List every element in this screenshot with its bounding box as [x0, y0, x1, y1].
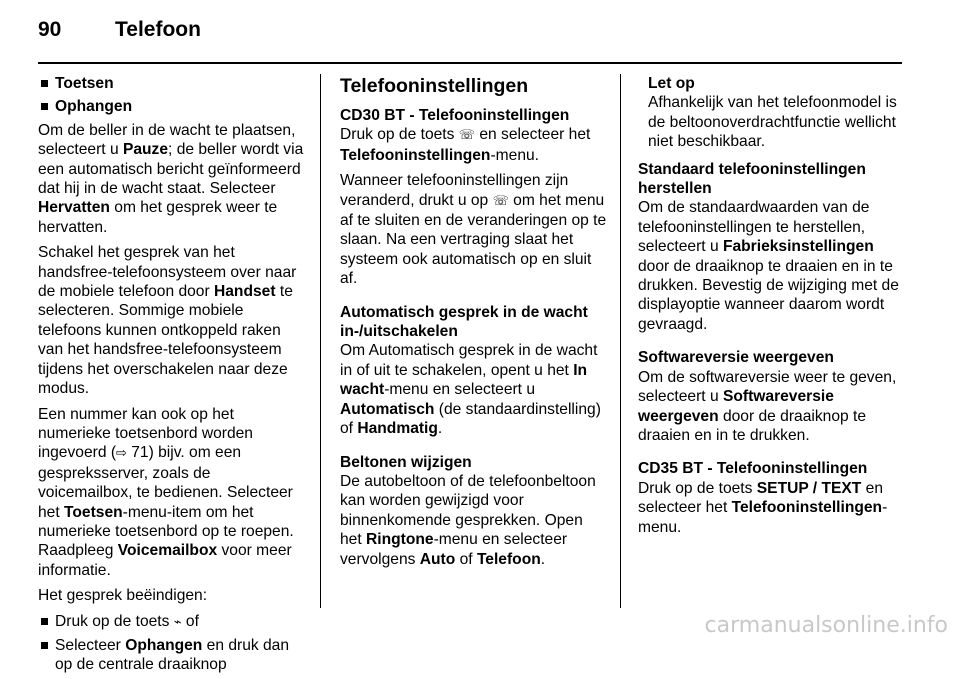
- text: Om de beller in de wacht te plaatsen, selecteert u: [38, 121, 296, 159]
- text: om het gesprek weer te hervatten.: [38, 199, 278, 236]
- text: te selecteren. Sommige mobiele telefoons kunnen ontkoppeld raken van het handsfree-telefoonsysteem tijdens het overschakelen naar deze modus.: [38, 283, 293, 398]
- text: -menu en selecteert u: [384, 381, 536, 399]
- text-bold: Handmatig: [357, 420, 438, 438]
- paragraph: [38, 405, 306, 581]
- text-bold: Softwareversie weergeven: [638, 388, 834, 425]
- text: -menu-item om het numerieke toetsenbord op te roepen. Raadpleeg: [38, 503, 294, 560]
- text-bold: SETUP / TEXT: [756, 479, 862, 497]
- text: .: [540, 550, 546, 568]
- paragraph: [340, 171, 608, 288]
- text: Om de standaardwaarden van de telefooninstellingen te herstellen, selecteert u: [638, 199, 870, 256]
- section-heading: Telefooninstellingen: [340, 75, 529, 97]
- text: Schakel het gesprek van het handsfree-telefoonsysteem over naar de mobiele telefoon door: [38, 244, 297, 301]
- list-item: Ophangen: [38, 97, 306, 116]
- text: .: [437, 420, 443, 438]
- text-bold: Hervatten: [38, 199, 110, 217]
- hangup-key-icon: ⌁: [173, 614, 182, 630]
- text-bold: Ophangen: [125, 636, 203, 654]
- text: door de draaiknop te draaien en in te drukken. Bevestig de wijziging met de displayoptie wanneer daarom wordt gevraagd.: [638, 257, 899, 333]
- text: -menu en selecteer vervolgens: [340, 531, 568, 568]
- text-bold: Telefooninstellingen: [340, 146, 491, 164]
- page-reference-icon: ⇨: [116, 446, 127, 462]
- paragraph: [638, 368, 906, 446]
- header-rule: [38, 62, 902, 64]
- subheading: Standaard telefooninstellingen herstellen: [638, 160, 866, 198]
- subheading: CD30 BT - Telefooninstellingen: [340, 107, 570, 124]
- text: (de standaardinstelling) of: [340, 400, 601, 438]
- text-bold: Telefoon: [476, 550, 541, 568]
- note-text: Afhankelijk van het telefoonmodel is de beltoonoverdrachtfunctie wellicht niet beschikbaar.: [648, 94, 897, 151]
- text-bold: Ringtone: [366, 531, 434, 549]
- column-divider-1: [320, 74, 321, 608]
- text: Om Automatisch gesprek in de wacht in of uit te schakelen, opent u het: [340, 342, 598, 379]
- paragraph: [638, 198, 906, 334]
- list-item: [38, 612, 306, 632]
- text: Wanneer telefooninstellingen zijn veranderd, drukt u op: [340, 172, 569, 209]
- paragraph: [340, 341, 608, 438]
- text: door de draaiknop te draaien en in te drukken.: [638, 407, 867, 444]
- text: -menu.: [638, 499, 888, 536]
- text: De autobeltoon of de telefoonbeltoon kan worden gewijzigd voor binnenkomende gesprekken. Open het: [340, 472, 596, 549]
- note-title: Let op: [648, 75, 695, 92]
- subheading: CD35 BT - Telefooninstellingen: [638, 460, 868, 478]
- paragraph: Het gesprek beëindigen:: [38, 587, 208, 605]
- column-divider-2: [620, 74, 621, 608]
- column-3: [638, 74, 906, 543]
- subheading: Softwareversie weergeven: [638, 349, 834, 367]
- paragraph: [340, 472, 608, 569]
- text-bold: Fabrieksinstellingen: [722, 238, 874, 256]
- text: en selecteer het: [475, 126, 591, 144]
- text: Selecteer: [55, 636, 126, 654]
- text: ; de beller wordt via een automatisch bericht geïnformeerd dat hij in de wacht staat. Selecteer: [38, 141, 304, 198]
- list-item: Toetsen: [38, 74, 306, 93]
- text: Druk op de toets: [55, 612, 174, 630]
- text: en druk dan op de centrale draaiknop: [55, 636, 290, 674]
- page-number: 90: [38, 18, 62, 41]
- text-bold: Automatisch: [340, 400, 435, 418]
- note-box: [638, 74, 906, 152]
- text: Druk op de toets: [638, 479, 757, 497]
- phone-key-icon: ☏: [458, 128, 476, 144]
- column-2: [340, 74, 608, 575]
- subheading: Beltonen wijzigen: [340, 453, 472, 471]
- phone-key-icon: ☏: [492, 193, 509, 209]
- text-bold: Voicemailbox: [117, 542, 218, 560]
- subheading: Automatisch gesprek in de wacht in-/uitschakelen: [340, 303, 588, 341]
- paragraph: [638, 479, 906, 537]
- text: of: [455, 550, 477, 568]
- watermark: carmanualsonline.info: [704, 613, 948, 638]
- paragraph: [38, 243, 306, 398]
- paragraph: [38, 121, 306, 237]
- text-bold: Handset: [214, 283, 276, 301]
- paragraph: [340, 125, 608, 165]
- text: Druk op de toets: [340, 126, 459, 144]
- text: Om de softwareversie weer te geven, selecteert u: [638, 368, 897, 406]
- text-bold: Auto: [419, 550, 456, 568]
- text: 71) bijv. om een gespreksserver, zoals de voicemailbox, te bedienen. Selecteer het: [38, 444, 293, 521]
- text: en selecteer het: [638, 479, 884, 517]
- text: om het menu af te sluiten en de veranderingen op te slaan. Na een vertraging slaat het systeem ook automatisch op en sluit af.: [340, 191, 607, 288]
- text: -menu.: [490, 146, 540, 164]
- text-bold: In wacht: [340, 361, 588, 399]
- column-1: [38, 74, 306, 679]
- text-bold: Pauze: [122, 141, 169, 159]
- text-bold: Telefooninstellingen: [731, 499, 883, 517]
- text: Een nummer kan ook op het numerieke toetsenbord worden ingevoerd (: [38, 405, 253, 462]
- page-title: Telefoon: [115, 18, 201, 41]
- text: of: [181, 612, 199, 630]
- text: voor meer informatie.: [38, 542, 292, 579]
- text-bold: Toetsen: [64, 503, 123, 521]
